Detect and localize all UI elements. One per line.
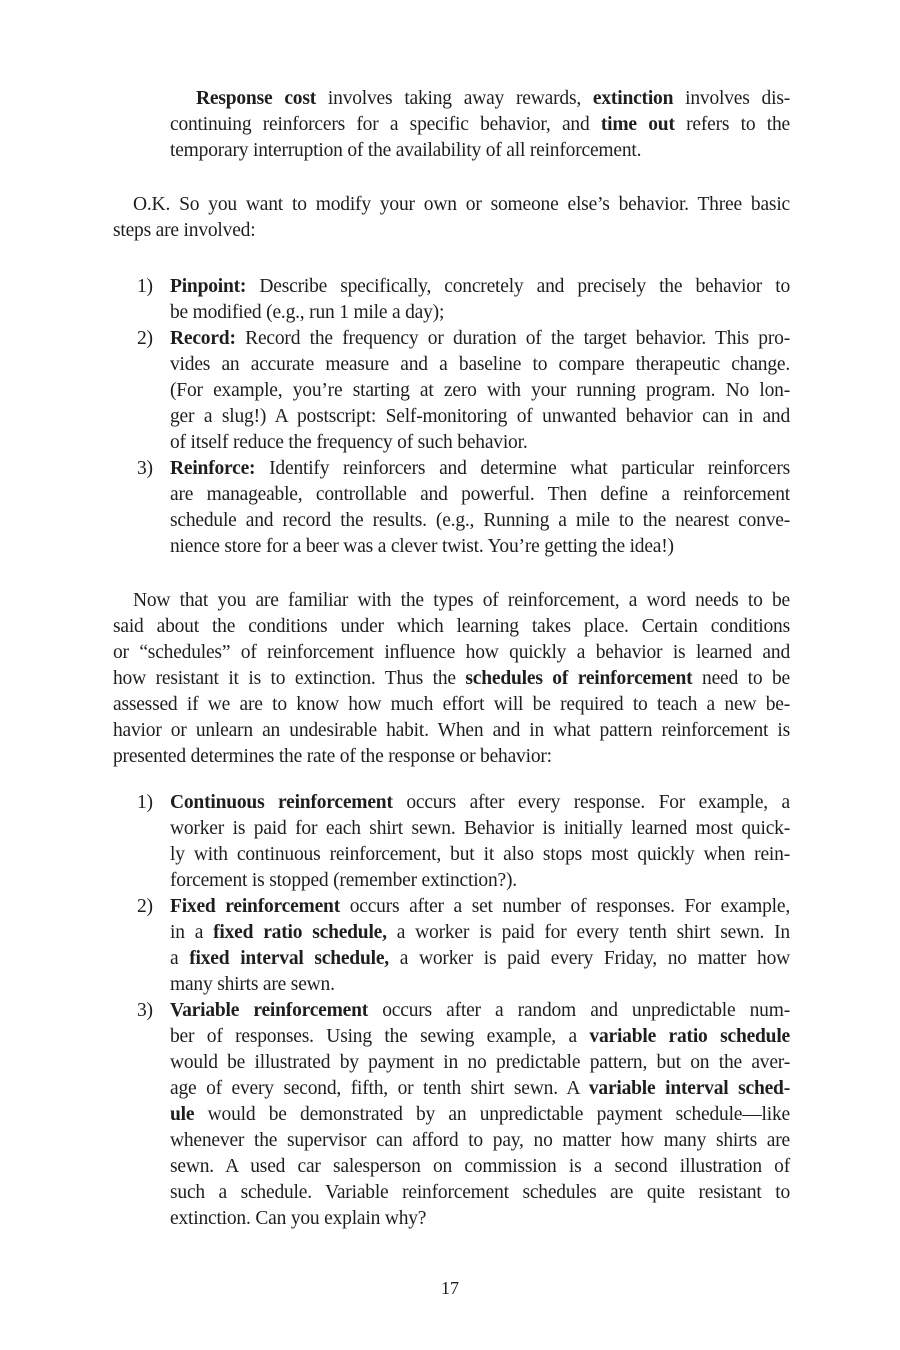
- text-segment: many shirts are sewn.: [170, 974, 335, 995]
- text-line: [170, 972, 790, 998]
- text-line: [113, 744, 790, 770]
- text-segment: worker is paid for each shirt sewn. Behavior is initially learned most quick-: [170, 818, 790, 839]
- text-segment: a worker is paid every Friday, no matter how: [388, 948, 790, 969]
- text-segment: vides an accurate measure and a baseline to compare therapeutic change.: [170, 354, 790, 375]
- text-segment: forcement is stopped (remember extinction?).: [170, 870, 517, 891]
- text-segment: would be illustrated by payment in no predictable pattern, but on the aver-: [170, 1052, 790, 1073]
- text-segment: age of every second, fifth, or tenth shirt sewn. A: [170, 1078, 589, 1099]
- text-segment: Record the frequency or duration of the target behavior. This pro-: [235, 328, 790, 349]
- text-line: [170, 842, 790, 868]
- text-segment: are manageable, controllable and powerful. Then define a reinforcement: [170, 484, 790, 505]
- bold-text-segment: time out: [600, 114, 675, 135]
- list-item-number: 2): [137, 328, 153, 349]
- text-line: [170, 378, 790, 404]
- text-line: [170, 998, 790, 1024]
- text-segment: occurs after a random and unpredictable num-: [368, 1000, 790, 1021]
- text-segment: involves taking away rewards,: [316, 88, 593, 109]
- text-line: [170, 1154, 790, 1180]
- text-segment: ber of responses. Using the sewing example, a: [170, 1026, 590, 1047]
- text-segment: schedule and record the results. (e.g., Running a mile to the nearest conve-: [170, 510, 790, 531]
- text-segment: steps are involved:: [113, 220, 256, 241]
- list-item: [113, 456, 790, 560]
- text-line: [170, 790, 790, 816]
- text-segment: extinction. Can you explain why?: [170, 1208, 427, 1229]
- text-line: [170, 508, 790, 534]
- list-item: [113, 790, 790, 894]
- definition-blockquote: [170, 86, 790, 164]
- text-line: [170, 86, 790, 112]
- text-segment: be modified (e.g., run 1 mile a day);: [170, 302, 445, 323]
- text-line: [170, 1102, 790, 1128]
- list-item-number: 1): [137, 276, 153, 297]
- list-item-text: [170, 326, 790, 456]
- bold-text-segment: Record:: [170, 328, 236, 349]
- bold-text-segment: variable ratio schedule: [589, 1026, 791, 1047]
- text-segment: such a schedule. Variable reinforcement schedules are quite resistant to: [170, 1182, 790, 1203]
- text-segment: involves dis-: [673, 88, 790, 109]
- list-item-text: [170, 274, 790, 326]
- text-line: [170, 920, 790, 946]
- text-segment: of itself reduce the frequency of such behavior.: [170, 432, 528, 453]
- text-segment: temporary interruption of the availability of all reinforcement.: [170, 140, 642, 161]
- text-line: [170, 1050, 790, 1076]
- bold-text-segment: schedules of reinforcement: [465, 668, 693, 689]
- bold-text-segment: fixed ratio schedule,: [213, 922, 387, 943]
- text-line: [170, 946, 790, 972]
- text-line: [113, 588, 790, 614]
- text-line: [113, 614, 790, 640]
- bold-text-segment: fixed interval schedule,: [189, 948, 389, 969]
- text-segment: Now that you are familiar with the types of reinforcement, a word needs to be: [133, 590, 790, 611]
- text-segment: ger a slug!) A postscript: Self-monitoring of unwanted behavior can in and: [170, 406, 790, 427]
- text-line: [170, 404, 790, 430]
- text-segment: whenever the supervisor can afford to pay, no matter how many shirts are: [170, 1130, 790, 1151]
- reinforcement-schedules-list: [113, 790, 790, 1232]
- text-segment: how resistant it is to extinction. Thus the: [113, 668, 466, 689]
- text-segment: would be demonstrated by an unpredictable payment schedule—like: [194, 1104, 790, 1125]
- text-line: [113, 666, 790, 692]
- list-item-text: [170, 456, 790, 560]
- list-item: [113, 326, 790, 456]
- text-line: [113, 192, 790, 218]
- text-segment: need to be: [692, 668, 791, 689]
- page-number: 17: [441, 1278, 459, 1298]
- text-line: [170, 326, 790, 352]
- text-segment: assessed if we are to know how much effort will be required to teach a new be-: [113, 694, 790, 715]
- list-item-number: 1): [137, 792, 153, 813]
- text-line: [170, 1180, 790, 1206]
- list-item-text: [170, 790, 790, 894]
- text-line: [170, 1024, 790, 1050]
- bold-text-segment: variable interval sched-: [588, 1078, 790, 1099]
- bold-text-segment: extinction: [592, 88, 674, 109]
- list-item-number: 2): [137, 896, 153, 917]
- bold-text-segment: ule: [170, 1104, 195, 1125]
- text-line: [170, 816, 790, 842]
- text-segment: Identify reinforcers and determine what particular reinforcers: [255, 458, 790, 479]
- bold-text-segment: Fixed reinforcement: [170, 896, 340, 917]
- text-line: [113, 640, 790, 666]
- text-segment: havior or unlearn an undesirable habit. When and in what pattern reinforcement is: [113, 720, 790, 741]
- text-segment: nience store for a beer was a clever twist. You’re getting the idea!): [170, 536, 674, 557]
- text-segment: O.K. So you want to modify your own or someone else’s behavior. Three basic: [133, 194, 790, 215]
- text-segment: ly with continuous reinforcement, but it also stops most quickly when rein-: [170, 844, 790, 865]
- text-line: [170, 138, 790, 164]
- text-line: [170, 1206, 790, 1232]
- text-segment: in a: [170, 922, 214, 943]
- list-item: [113, 894, 790, 998]
- page-content: [113, 86, 790, 1232]
- schedules-paragraph: [113, 588, 790, 770]
- text-segment: said about the conditions under which learning takes place. Certain conditions: [113, 616, 790, 637]
- text-line: [113, 718, 790, 744]
- list-item-text: [170, 894, 790, 998]
- text-segment: sewn. A used car salesperson on commission is a second illustration of: [170, 1156, 790, 1177]
- list-item-number: 3): [137, 458, 153, 479]
- text-segment: occurs after a set number of responses. For example,: [340, 896, 790, 917]
- text-line: [170, 274, 790, 300]
- text-line: [170, 1076, 790, 1102]
- text-segment: continuing reinforcers for a specific behavior, and: [170, 114, 601, 135]
- text-segment: Describe specifically, concretely and precisely the behavior to: [246, 276, 790, 297]
- text-line: [170, 456, 790, 482]
- text-line: [170, 112, 790, 138]
- list-item-number: 3): [137, 1000, 153, 1021]
- text-line: [170, 430, 790, 456]
- intro-paragraph: [113, 192, 790, 244]
- text-segment: or “schedules” of reinforcement influence how quickly a behavior is learned and: [113, 642, 790, 663]
- text-segment: presented determines the rate of the response or behavior:: [113, 746, 552, 767]
- list-item: [113, 998, 790, 1232]
- text-segment: (For example, you’re starting at zero with your running program. No lon-: [170, 380, 790, 401]
- text-segment: refers to the: [674, 114, 790, 135]
- text-line: [170, 482, 790, 508]
- text-line: [170, 300, 790, 326]
- text-line: [170, 1128, 790, 1154]
- text-segment: occurs after every response. For example, a: [392, 792, 790, 813]
- text-segment: a: [170, 948, 190, 969]
- bold-text-segment: Variable reinforcement: [170, 1000, 369, 1021]
- bold-text-segment: Continuous reinforcement: [170, 792, 393, 813]
- list-item: [113, 274, 790, 326]
- text-line: [170, 352, 790, 378]
- text-segment: a worker is paid for every tenth shirt sewn. In: [386, 922, 790, 943]
- bold-text-segment: Pinpoint:: [170, 276, 247, 297]
- bold-text-segment: Reinforce:: [170, 458, 256, 479]
- bold-text-segment: Response cost: [196, 88, 317, 109]
- text-line: [170, 894, 790, 920]
- text-line: [170, 868, 790, 894]
- list-item-text: [170, 998, 790, 1232]
- text-line: [113, 692, 790, 718]
- text-line: [170, 534, 790, 560]
- text-line: [113, 218, 790, 244]
- behavior-steps-list: [113, 274, 790, 560]
